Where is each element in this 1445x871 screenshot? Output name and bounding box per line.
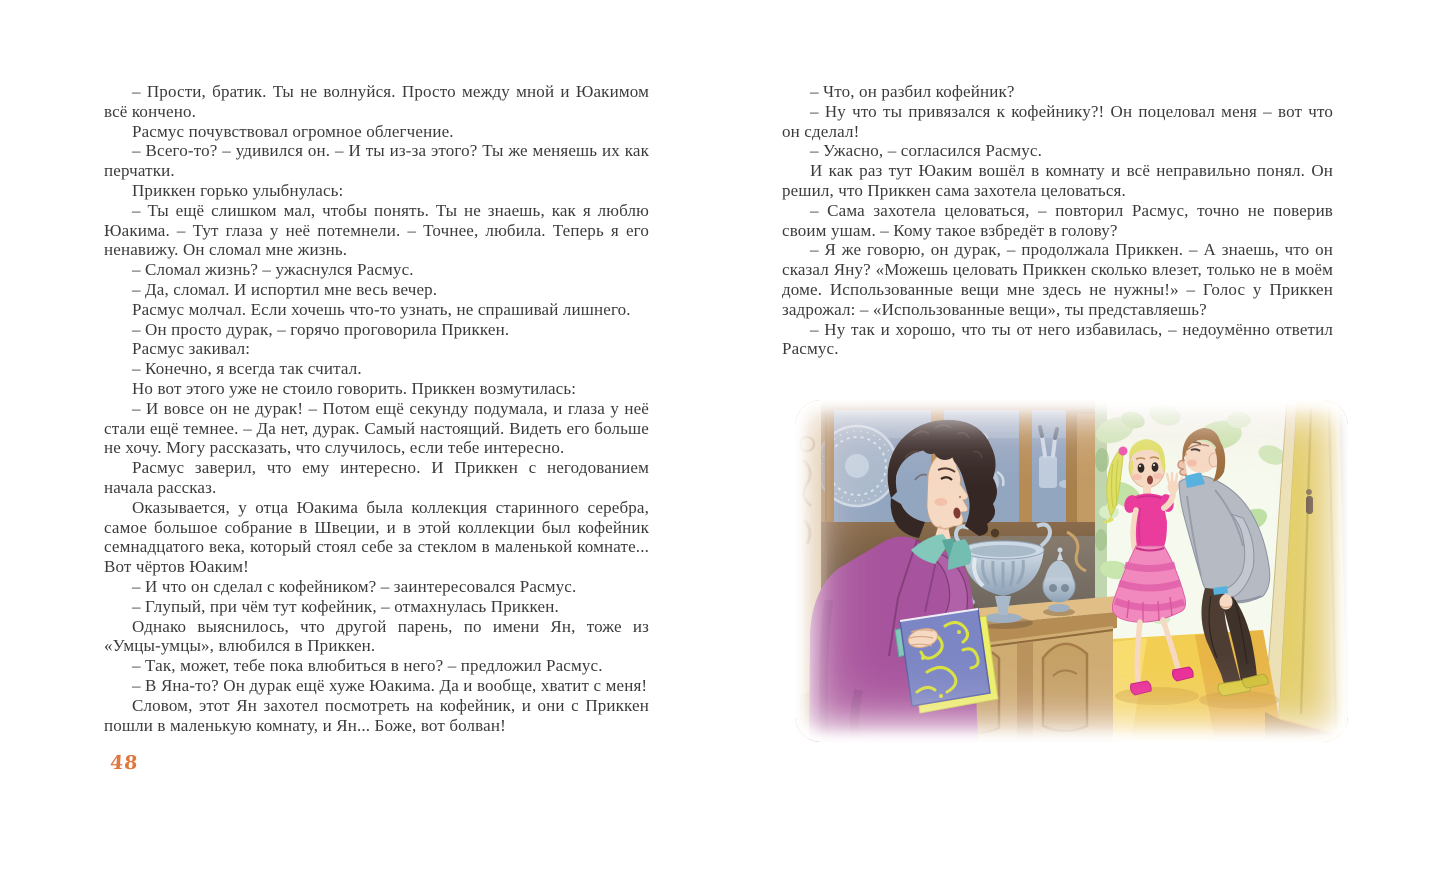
paragraph: Однако выяснилось, что другой парень, по имени Ян, тоже из «Умцы-умцы», влюбился в Приккен. [104,616,649,656]
paragraph: – Прости, братик. Ты не волнуйся. Просто между мной и Юакимом всё кончено. [104,82,649,121]
paragraph: – Так, может, тебе пока влюбиться в него? – предложил Расмус. [132,656,603,676]
paragraph: – Сломал жизнь? – ужаснулся Расмус. [132,260,414,280]
paragraph: Словом, этот Ян захотел посмотреть на кофейник, и они с Приккен пошли в маленькую комнату, и Ян... Боже, вот болван! [104,695,649,735]
page-number: 48 [109,752,140,774]
right-page-text [782,82,1333,359]
paragraph: – Глупый, при чём тут кофейник, – отмахнулась Приккен. [132,596,559,616]
paragraph: – Конечно, я всегда так считал. [132,359,362,379]
left-page-text [104,82,649,735]
paragraph: – Да, сломал. И испортил мне весь вечер. [132,279,438,299]
paragraph: Расмус почувствовал огромное облегчение. [132,121,454,141]
paragraph: – Ну так и хорошо, что ты от него избавилась, – недоумённо ответил Расмус. [782,319,1333,359]
paragraph: – Ну что ты привязался к кофейнику?! Он поцеловал меня – вот что он сделал! [782,101,1333,141]
paragraph: – В Яна-то? Он дурак ещё хуже Юакима. Да и вообще, хватит с меня! [132,675,648,695]
paragraph: – Я же говорю, он дурак, – продолжала Приккен. – А знаешь, что он сказал Яну? «Можешь целовать Приккен сколько влезет, только не в моём доме. Использованные вещи мне здесь не нужны!» – Голос у Приккен задрожал: – «Использованные вещи», ты представляешь? [782,240,1333,319]
paragraph: – Всего-то? – удивился он. – И ты из-за этого? Ты же меняешь их как перчатки. [104,141,649,181]
paragraph: Приккен горько улыбнулась: [132,180,344,200]
story-illustration [795,400,1348,742]
paragraph: Расмус закивал: [132,339,251,359]
illustration-canvas [795,400,1348,742]
paragraph: – И вовсе он не дурак! – Потом ещё секунду подумала, и глаза у неё стали ещё темнее. – Да нет, дурак. Самый настоящий. Видеть его больше не хочу. Могу рассказать, что случилось, если тебе интересно. [104,398,649,458]
paragraph: – Он просто дурак, – горячо проговорила Приккен. [132,319,510,339]
paragraph: – Ты ещё слишком мал, чтобы понять. Ты не знаешь, как я люблю Юакима. – Тут глаза у неё потемнели. – Точнее, любила. Теперь я его ненавижу. Он сломал мне жизнь. [104,200,649,260]
paragraph: Но вот этого уже не стоило говорить. Приккен возмутилась: [132,378,577,398]
paragraph: Оказывается, у отца Юакима была коллекция старинного серебра, самое большое собрание в Швеции, и в этой коллекции был кофейник семнадцатого века, который стоял себе за стеклом в маленькой комнате... Вот чёртов Юаким! [104,497,649,577]
paragraph: И как раз тут Юаким вошёл в комнату и всё неправильно понял. Он решил, что Приккен сама захотела целоваться. [782,161,1333,200]
paragraph: – И что он сделал с кофейником? – заинтересовался Расмус. [132,576,577,596]
paragraph: – Сама захотела целоваться, – повторил Расмус, точно не поверив своим ушам. – Кому такое взбредёт в голову? [782,200,1333,240]
paragraph: – Что, он разбил кофейник? [810,82,1015,101]
paragraph: Расмус молчал. Если хочешь что-то узнать, не спрашивай лишнего. [132,299,631,319]
paragraph: – Ужасно, – согласился Расмус. [810,141,1042,161]
paragraph: Расмус заверил, что ему интересно. И Приккен с негодованием начала рассказ. [104,458,649,497]
book [900,609,998,713]
